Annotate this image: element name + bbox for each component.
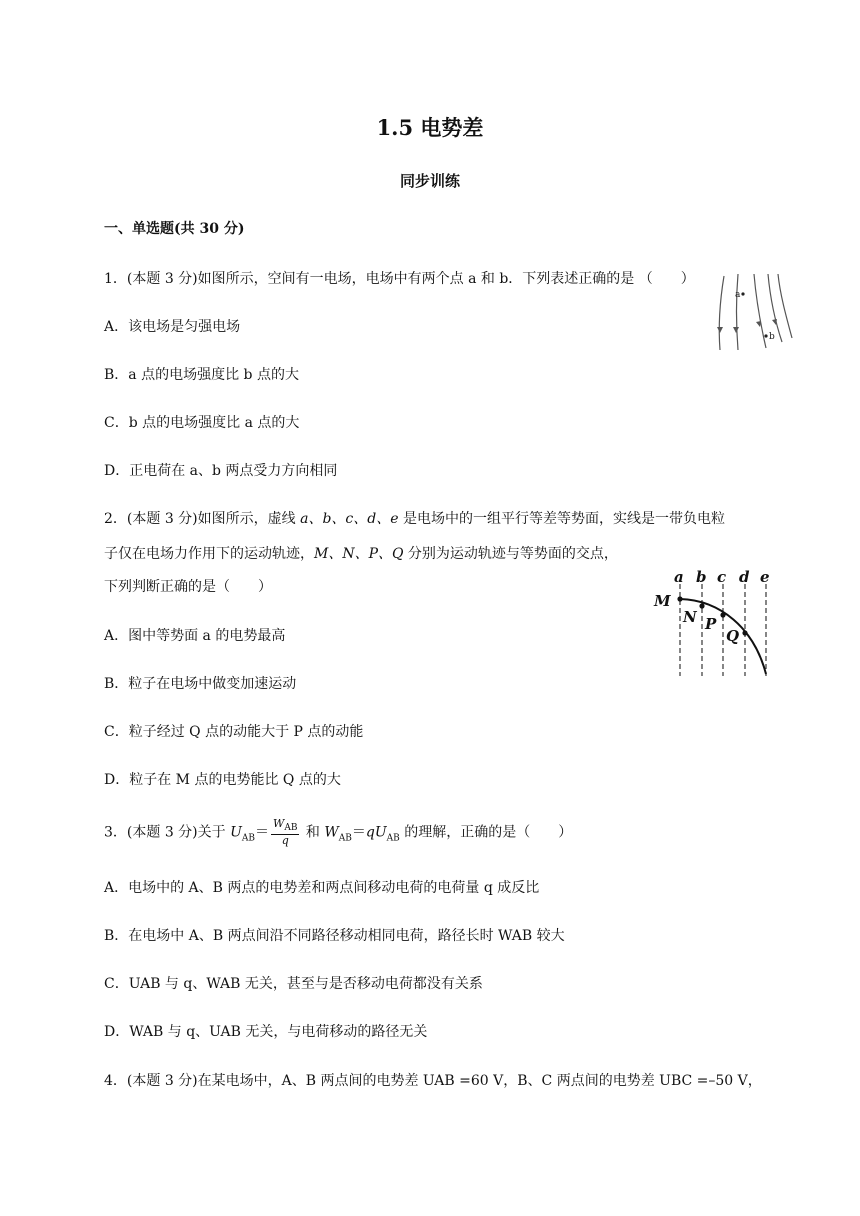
q2-equipotential-figure: [650, 566, 786, 680]
q1-label-a: a: [735, 290, 741, 300]
q2-point-label-m: M: [654, 592, 671, 610]
q2-top-label-d: d: [739, 568, 750, 586]
q2-option-c: C．粒子经过 Q 点的动能大于 P 点的动能: [104, 724, 364, 740]
section-heading: 一、单选题(共 30 分): [104, 221, 245, 237]
page-title: 1.5 电势差: [376, 115, 484, 140]
q4-stem: 4．(本题 3 分)在某电场中，A、B 两点间的电势差 UAB =60 V，B、C 两点间的电势差 UBC =–50 V，: [104, 1073, 762, 1089]
q3-stem: 3．(本题 3 分)关于 $U_{AB}=$ $\frac{W_{AB}}{q}$ 和 $W_{AB}=qU_{AB}$ 的理解，正确的是（ ）: [104, 817, 573, 848]
q3-fraction: $\frac{W_{AB}}{q}$: [273, 817, 298, 848]
q1-option-c: C．b 点的电场强度比 a 点的大: [104, 415, 300, 431]
q2-top-label-e: e: [760, 568, 770, 586]
q2-point-label-q: Q: [726, 627, 740, 645]
q2-top-label-a: a: [674, 568, 684, 586]
q1-option-b: B．a 点的电场强度比 b 点的大: [104, 367, 299, 383]
q1-label-b: b: [769, 332, 775, 342]
q1-field-lines-figure: [712, 272, 796, 354]
q1-stem: 1．(本题 3 分)如图所示，空间有一电场，电场中有两个点 a 和 b．下列表述正确的是 （ ）: [104, 271, 695, 287]
q2-stem-line3: 下列判断正确的是（ ）: [104, 579, 272, 595]
q2-option-b: B．粒子在电场中做变加速运动: [104, 676, 297, 692]
q2-point-label-p: P: [705, 615, 717, 633]
q2-top-label-b: b: [696, 568, 707, 586]
q1-option-d: D．正电荷在 a、b 两点受力方向相同: [104, 463, 338, 479]
q3-option-d: D．WAB 与 q、UAB 无关，与电荷移动的路径无关: [104, 1024, 428, 1040]
q2-option-d: D．粒子在 M 点的电势能比 Q 点的大: [104, 772, 341, 788]
q3-option-c: C．UAB 与 q、WAB 无关，甚至与是否移动电荷都没有关系: [104, 976, 483, 992]
q1-option-a: A．该电场是匀强电场: [104, 319, 241, 335]
q2-stem-line1: 2．(本题 3 分)如图所示，虚线 a、b、c、d、e 是电场中的一组平行等差等势面，实线是一带负电粒: [104, 511, 725, 527]
page-subtitle: 同步训练: [399, 172, 460, 190]
q2-stem-line2: 子仅在电场力作用下的运动轨迹，M、N、P、Q 分别为运动轨迹与等势面的交点，: [104, 546, 618, 562]
q3-option-a: A．电场中的 A、B 两点的电势差和两点间移动电荷的电荷量 q 成反比: [104, 880, 540, 896]
q2-top-label-c: c: [717, 568, 727, 586]
q2-option-a: A．图中等势面 a 的电势最高: [104, 628, 286, 644]
q2-point-label-n: N: [683, 608, 697, 626]
q3-option-b: B．在电场中 A、B 两点间沿不同路径移动相同电荷，路径长时 WAB 较大: [104, 928, 565, 944]
